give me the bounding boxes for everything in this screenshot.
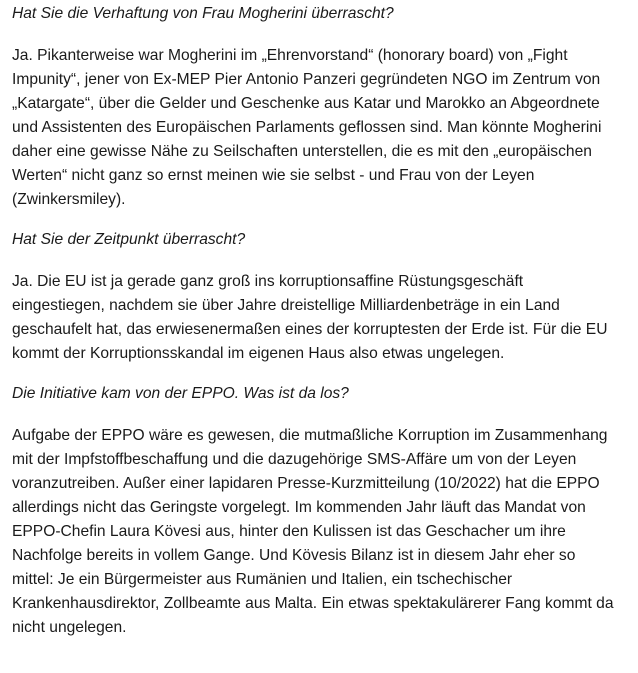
interview-answer-2: Ja. Die EU ist ja gerade ganz groß ins korruptionsaffine Rüstungsgeschäft eingestiegen, nachdem sie über Jahre dreistellige Milliardenbeträge in ein Land geschaufelt hat, das erwiesenermaßen eines der korruptesten der Erde ist. Für die EU kommt der Korruptionsskandal im eigenen Haus also etwas ungelegen. <box>12 273 608 362</box>
interview-question-1: Hat Sie die Verhaftung von Frau Mogherini überrascht? <box>12 5 394 22</box>
interview-question-3: Die Initiative kam von der EPPO. Was ist da los? <box>12 385 349 402</box>
interview-question-2: Hat Sie der Zeitpunkt überrascht? <box>12 231 246 248</box>
interview-answer-3: Aufgabe der EPPO wäre es gewesen, die mutmaßliche Korruption im Zusammenhang mit der Impfstoffbeschaffung und die dazugehörige SMS-Affäre um von der Leyen voranzutreiben. Außer einer lapidaren Presse-Kurzmitteilung (10/2022) hat die EPPO allerdings nicht das Geringste vorgelegt. Im kommenden Jahr läuft das Mandat von EPPO-Chefin Laura Kövesi aus, hinter den Kulissen ist das Geschacher um ihre Nachfolge bereits in vollem Gange. Und Kövesis Bilanz ist in diesem Jahr eher so mittel: Je ein Bürgermeister aus Rumänien und Italien, ein tschechischer Krankenhausdirektor, Zollbeamte aus Malta. Ein etwas spektakulärerer Fang kommt da nicht ungelegen. <box>12 427 614 636</box>
interview-answer-1: Ja. Pikanterweise war Mogherini im „Ehrenvorstand“ (honorary board) von „Fight Impunity“, jener von Ex-MEP Pier Antonio Panzeri gegründeten NGO im Zentrum von „Katargate“, über die Gelder und Geschenke aus Katar und Marokko an Abgeordnete und Assistenten des Europäischen Parlaments geflossen sind. Man könnte Mogherini daher eine gewisse Nähe zu Seilschaften unterstellen, die es mit den „europäischen Werten“ nicht ganz so ernst meinen wie sie selbst - und Frau von der Leyen (Zwinkersmiley). <box>12 47 602 208</box>
